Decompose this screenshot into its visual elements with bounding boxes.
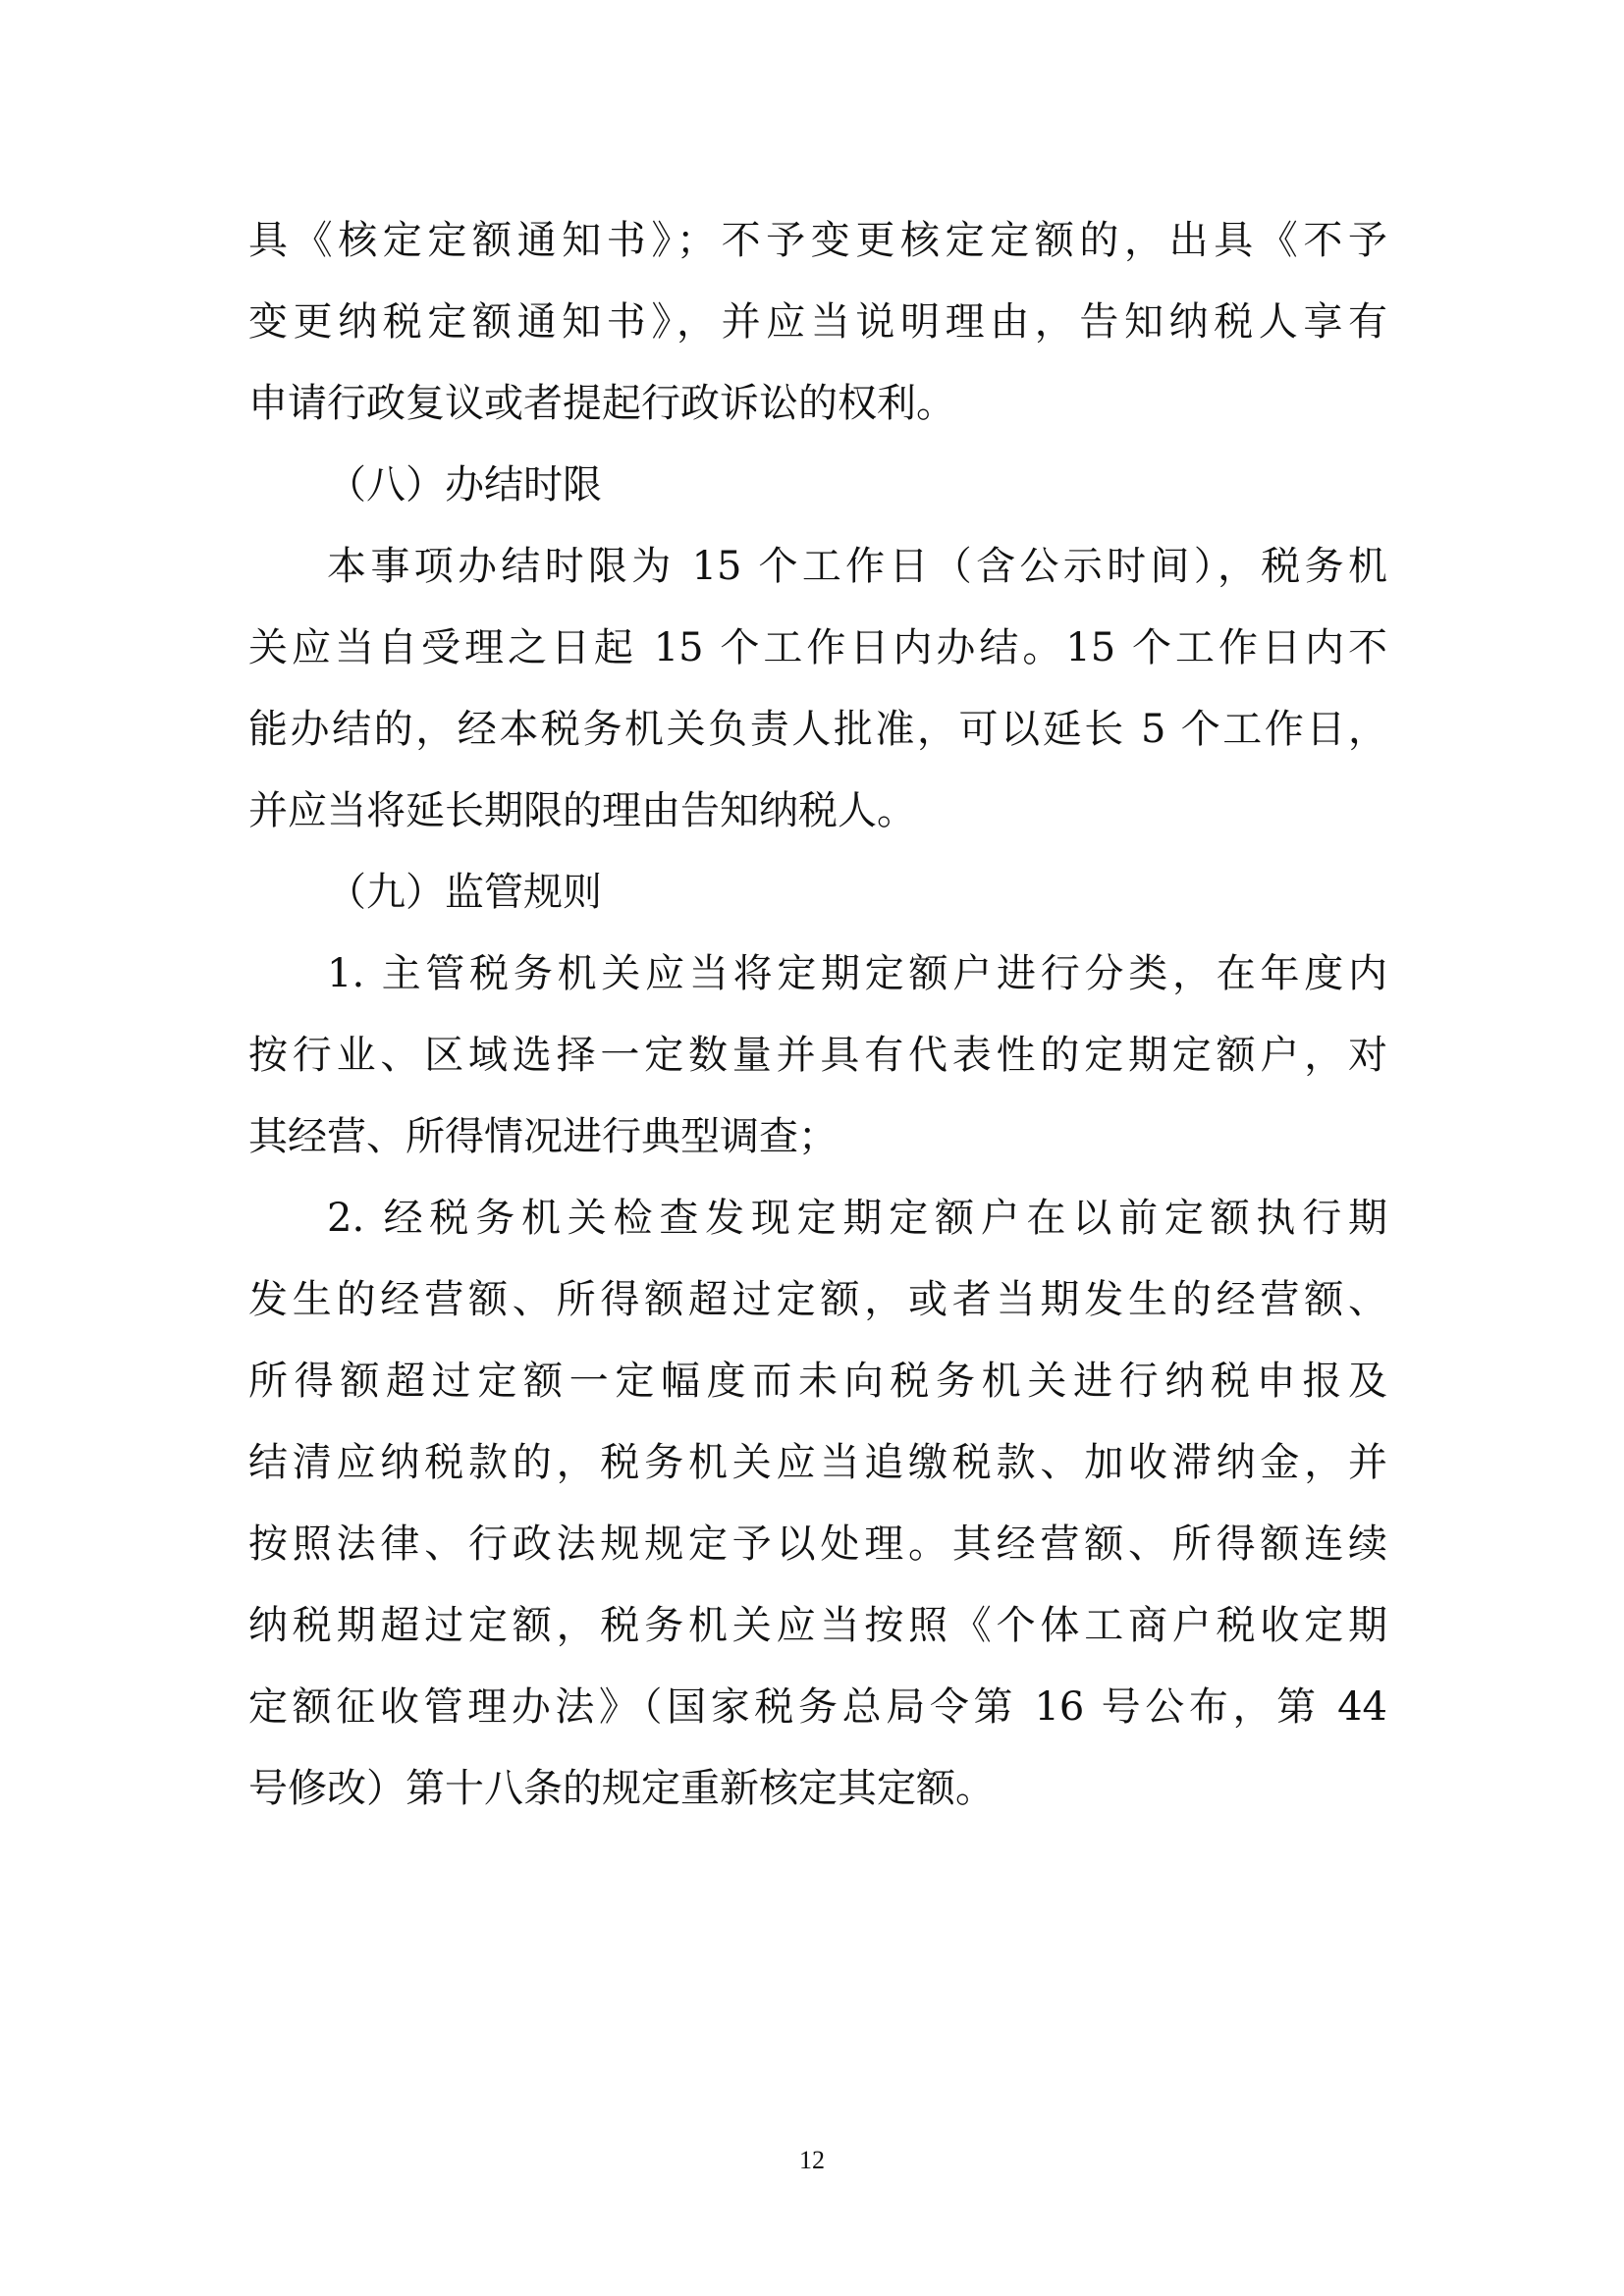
paragraph-line: 能办结的，经本税务机关负责人批准，可以延长 5 个工作日， [248, 707, 1387, 752]
paragraph-line: 发生的经营额、所得额超过定额，或者当期发生的经营额、 [248, 1277, 1387, 1322]
paragraph-line: 变更纳税定额通知书》，并应当说明理由，告知纳税人享有 [248, 299, 1387, 345]
paragraph-line: 纳税期超过定额，税务机关应当按照《个体工商户税收定期 [248, 1603, 1387, 1648]
section-heading-supervision-rules: （九）监管规则 [327, 870, 602, 915]
paragraph-line: 定额征收管理办法》（国家税务总局令第 16 号公布，第 44 [248, 1684, 1387, 1730]
paragraph-line: 其经营、所得情况进行典型调查； [248, 1114, 838, 1159]
list-item-2: 2. 经税务机关检查发现定期定额户在以前定额执行期 [327, 1196, 1387, 1241]
paragraph-line: 按行业、区域选择一定数量并具有代表性的定期定额户，对 [248, 1033, 1387, 1078]
paragraph-line: 号修改）第十八条的规定重新核定其定额。 [248, 1766, 995, 1811]
list-item-1: 1. 主管税务机关应当将定期定额户进行分类，在年度内 [327, 951, 1387, 996]
section-heading-completion-time-limit: （八）办结时限 [327, 462, 602, 507]
paragraph-line: 结清应纳税款的，税务机关应当追缴税款、加收滞纳金，并 [248, 1440, 1387, 1485]
paragraph-line: 并应当将延长期限的理由告知纳税人。 [248, 788, 916, 833]
paragraph-line: 具《核定定额通知书》；不予变更核定定额的，出具《不予 [248, 218, 1387, 263]
paragraph-line: 申请行政复议或者提起行政诉讼的权利。 [248, 381, 955, 426]
page-number: 12 [799, 2146, 825, 2174]
paragraph-line: 关应当自受理之日起 15 个工作日内办结。15 个工作日内不 [248, 625, 1387, 670]
document-page [248, 200, 1387, 1830]
paragraph-line: 按照法律、行政法规规定予以处理。其经营额、所得额连续 [248, 1522, 1387, 1567]
paragraph-line: 本事项办结时限为 15 个工作日（含公示时间），税务机 [327, 544, 1387, 589]
paragraph-line: 所得额超过定额一定幅度而未向税务机关进行纳税申报及 [248, 1359, 1387, 1404]
